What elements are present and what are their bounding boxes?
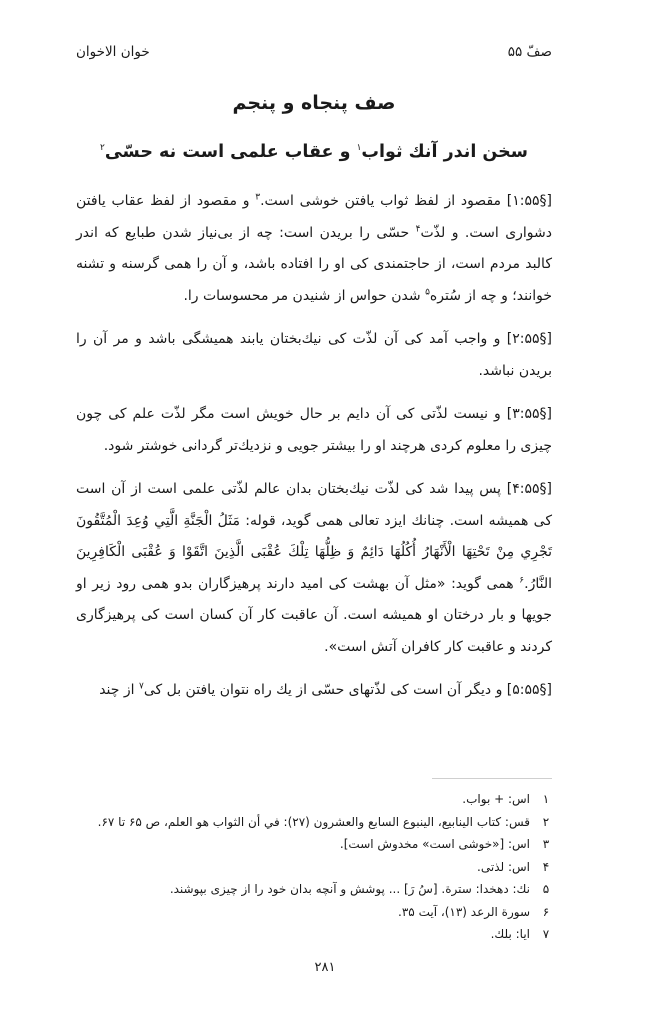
footnote-number: ۶ [542, 904, 550, 919]
footnote-item [76, 811, 552, 834]
paragraph-text: همی گوید: «مثل آن بهشت کی امید دارند پرهیزگاران بدو همی رود زیر او جویها و بار درختان او همیشه است. آن عاقبت کار آن کسان است کی پرهیزگاری کردند و عاقبت کار کافران آتش است». [76, 575, 552, 655]
footnote-item [76, 923, 552, 946]
paragraph-text: و مقصود از لفظ عقاب یافتن دشواری است. و لذّت [76, 193, 553, 241]
footnote-number: ۳ [542, 837, 550, 851]
footnote-ref[interactable]: ۴ [415, 223, 421, 234]
footnote-number: ۴ [542, 859, 550, 874]
subtitle-part-2: و عقاب علمی است نه حسّی [104, 142, 357, 162]
footnote-item [76, 833, 552, 856]
footnote-number: ۷ [542, 927, 550, 941]
footnote-text: اس: [«خوشی است» مخدوش است]. [339, 837, 530, 851]
paragraph-text: [§۵:۵۵] و دیگر آن است کی لذّتهای حسّی از یك راه نتوان یافتن بل کی [143, 682, 552, 698]
footnote-item [76, 901, 552, 924]
footnote-item [76, 856, 552, 879]
quran-verse: مَثَلُ الْجَنَّةِ الَّتِي وُعِدَ الْمُتَّقُونَ تَجْرِي مِنْ تَحْتِهَا الْأَنْهَارُ أُكُلُهَا دَائِمٌ وَ ظِلُّهَا تِلْكَ عُقْبَى الَّذِينَ اتَّقَوْا وَ عُقْبَى الْكَافِرِينَ النَّارُ. [76, 512, 552, 592]
header-book-title: خوان الاخوان [76, 44, 150, 60]
footnotes-list [76, 788, 552, 946]
chapter-subtitle [76, 142, 552, 162]
chapter-title: صف پنجاه و پنجم [232, 92, 396, 114]
footnote-ref[interactable]: ۳ [255, 192, 261, 203]
paragraph-2: [§۲:۵۵] و واجب آمد کی آن لذّت کی نیك‌بختان یابند همیشگی باشد و مر آن را بریدن نباشد. [76, 331, 552, 379]
header-section: صفّ ۵۵ [507, 44, 552, 60]
footnote-ref[interactable]: ۶ [519, 574, 525, 585]
paragraph-3: [§۳:۵۵] و نیست لذّتی کی آن دایم بر حال خویش است مگر لذّت علم کی چون چیزی را معلوم کردی هرچند او را بیشتر جویی و نزدیك‌تر گردانی خوشتر شود. [76, 406, 552, 454]
running-header [76, 44, 552, 60]
footnote-number: ۵ [542, 882, 550, 896]
subtitle-part-1: سخن اندر آنك ثواب [361, 142, 528, 162]
footnote-ref[interactable]: ۷ [138, 681, 144, 692]
footnote-ref[interactable]: ۲ [100, 143, 105, 154]
paragraph-text: [§۱:۵۵] مقصود از لفظ ثواب یافتن خوشی است. [260, 193, 552, 209]
paragraph-text: حسّی را بریدن است: چه از بی‌نیاز شدن طبایع که اندر کالبد مردم است، از حاجتمندی کی او را افتاده باشد، و آن را همی گرسنه و تشنه خوانند؛ و چه از سُتره [76, 224, 552, 304]
paragraph-5 [76, 675, 552, 707]
page-number: ۲۸۱ [314, 960, 336, 975]
footnote-ref[interactable]: ۱ [356, 143, 362, 154]
footnote-number: ۲ [542, 814, 550, 829]
footnote-text: قس: کتاب الینابیع، الینبوع السابع والعشرون (۲۷): في أن الثواب هو العلم، ص ۶۵ تا ۶۷. [97, 814, 530, 829]
paragraph-4 [76, 474, 552, 663]
footnote-text: سورة الرعد (۱۳)، آیت ۳۵. [398, 904, 530, 919]
footnote-text: ایا: بلك. [490, 927, 530, 941]
footnote-item [76, 878, 552, 901]
footnote-text: اس: + بواب. [462, 792, 530, 806]
paragraph-text: [§۴:۵۵] پس پیدا شد کی لذّت نیك‌بختان بدان عالم لذّتی علمی است از آن است کی همیشه است. چنانك ایزد تعالی همی گوید، قوله: [76, 481, 552, 529]
body-text [76, 186, 552, 719]
footnote-item [76, 788, 552, 811]
footnote-text: اس: لذتی. [477, 859, 530, 874]
footnote-number: ۱ [542, 792, 550, 806]
footnote-divider [432, 778, 552, 779]
paragraph-text: شدن حواس از شنیدن مر محسوسات را. [183, 287, 426, 304]
paragraph-1 [76, 186, 552, 312]
paragraph-text: از چند [99, 682, 139, 698]
footnote-ref[interactable]: ۵ [425, 286, 430, 297]
footnote-text: نك: دهخدا: سترة. [سُ رَ] ... پوشش و آنچه بدان خود را از چیزی بپوشند. [169, 882, 530, 896]
